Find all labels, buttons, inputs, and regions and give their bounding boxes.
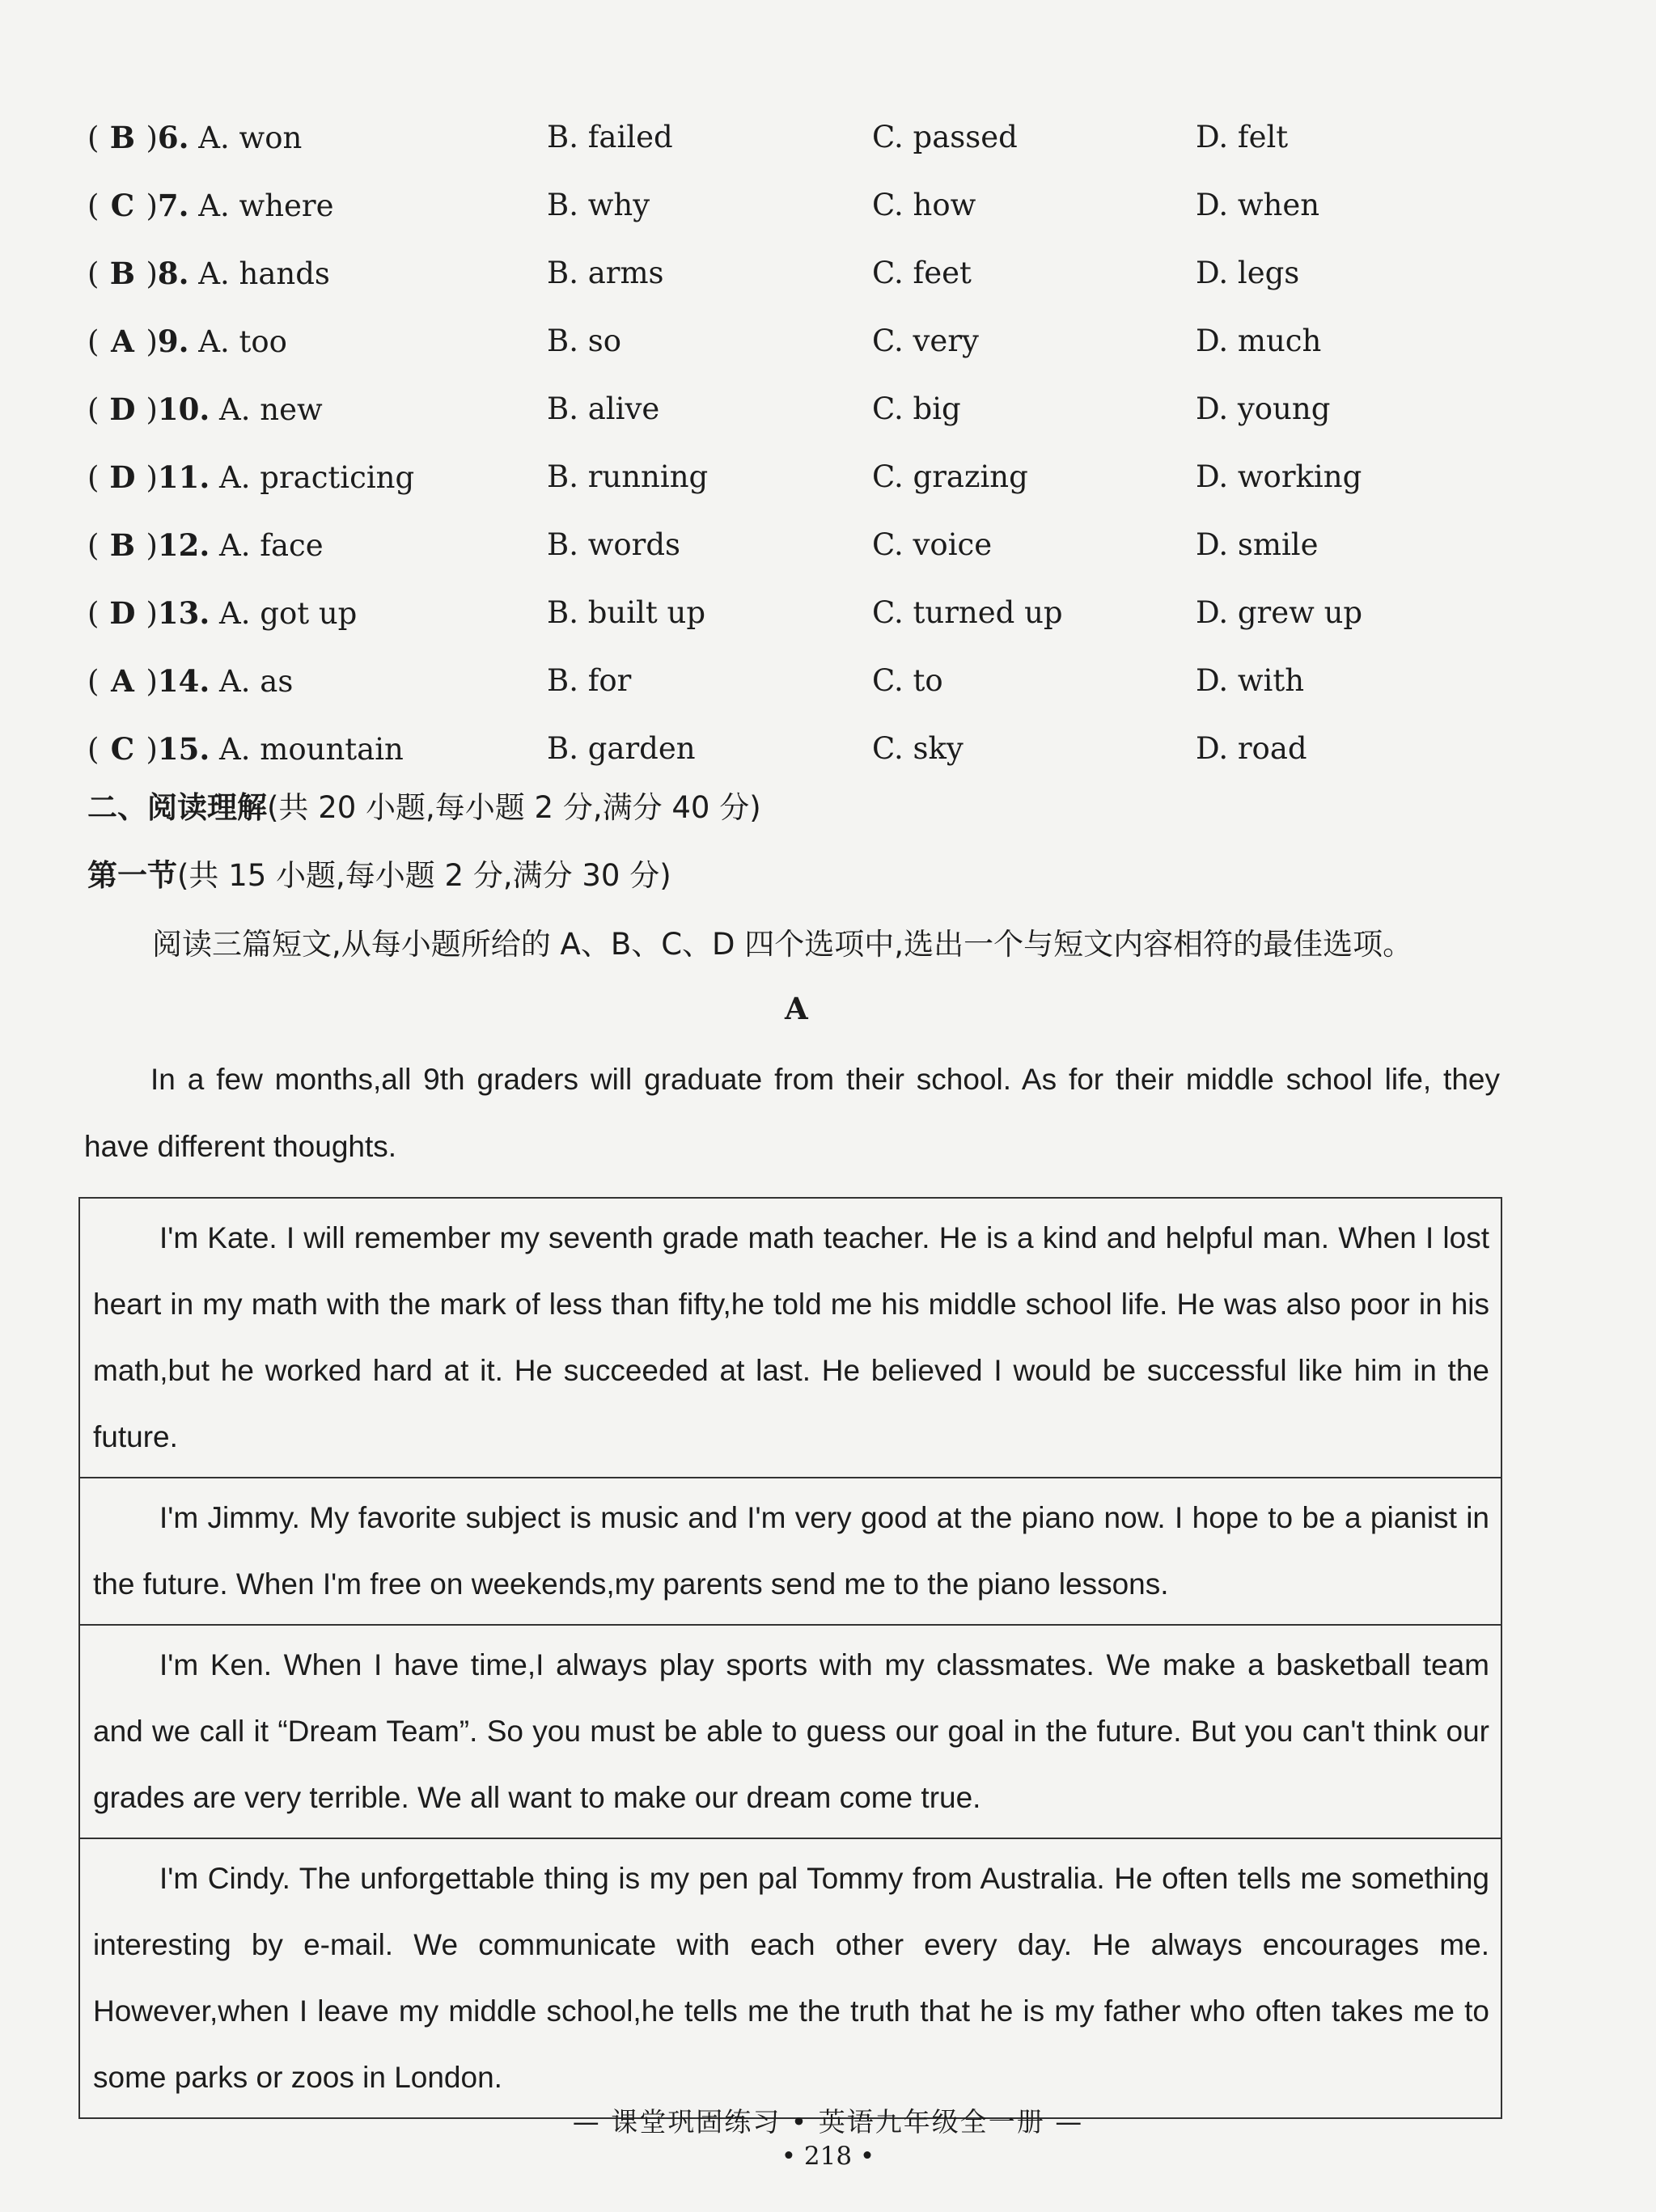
answer: D <box>109 391 136 427</box>
answer: B <box>109 527 136 563</box>
option-a: A. where <box>198 188 334 223</box>
option-b: B. garden <box>547 731 696 766</box>
question-number: 12. <box>157 527 210 563</box>
option-b: B. failed <box>547 120 673 154</box>
question-number: 15. <box>157 731 210 767</box>
question-number: 6. <box>157 120 189 155</box>
option-b: B. running <box>547 459 709 494</box>
option-a: A. won <box>198 121 303 155</box>
table-row <box>79 1478 1501 1625</box>
option-c: C. passed <box>872 120 1018 154</box>
option-c: C. turned up <box>872 595 1063 630</box>
table-row <box>79 1198 1501 1478</box>
table-row <box>79 1625 1501 1838</box>
option-d: D. smile <box>1196 527 1319 562</box>
question-row: ( C )15. A. mountain B. garden C. sky D. road <box>87 715 1544 783</box>
option-d: D. working <box>1196 459 1362 494</box>
page-number: • 218 • <box>781 2142 875 2171</box>
option-a: A. hands <box>198 256 330 291</box>
option-c: C. very <box>872 324 979 358</box>
question-row: ( D )11. A. practicing B. running C. grazing D. working <box>87 443 1544 511</box>
option-d: D. young <box>1196 391 1331 426</box>
option-c: C. how <box>872 188 976 222</box>
part-note: (共 20 小题,每小题 2 分,满分 40 分) <box>267 790 761 825</box>
option-d: D. with <box>1196 663 1305 698</box>
question-row: ( A )9. A. too B. so C. very D. much <box>87 307 1544 375</box>
option-a: A. face <box>219 528 324 563</box>
option-c: C. feet <box>872 256 972 290</box>
option-b: B. arms <box>547 256 664 290</box>
option-c: C. big <box>872 391 961 426</box>
part-title: 二、阅读理解 <box>87 790 267 825</box>
option-d: D. legs <box>1196 256 1300 290</box>
option-a: A. too <box>198 324 287 359</box>
question-row: ( D )13. A. got up B. built up C. turned up D. grew up <box>87 579 1544 647</box>
option-a: A. got up <box>219 596 358 631</box>
sub-note: (共 15 小题,每小题 2 分,满分 30 分) <box>177 858 671 893</box>
option-a: A. as <box>219 664 294 699</box>
option-b: B. so <box>547 324 621 358</box>
option-c: C. voice <box>872 527 993 562</box>
part-heading <box>87 783 761 827</box>
question-row: ( D )10. A. new B. alive C. big D. young <box>87 375 1544 443</box>
profile-ken: I'm Ken. When I have time,I always play sports with my classmates. We make a basketball team and we call it “Dream Team”. So you must be able to guess our goal in the future. But you can't think our grades are very terrible. We all want to make our dream come true. <box>79 1625 1501 1838</box>
student-profiles-table <box>78 1197 1502 2119</box>
question-row: ( B )12. A. face B. words C. voice D. smile <box>87 511 1544 579</box>
option-a: A. mountain <box>219 732 404 767</box>
table-row <box>79 1838 1501 2118</box>
answer: B <box>109 120 136 155</box>
cloze-choices <box>87 104 1544 783</box>
answer: D <box>109 459 136 495</box>
question-number: 14. <box>157 663 210 699</box>
profile-kate: I'm Kate. I will remember my seventh grade math teacher. He is a kind and helpful man. When I lost heart in my math with the mark of less than fifty,he told me his middle school life. He was also poor in his math,but he worked hard at it. He succeeded at last. He believed I would be successful like him in the future. <box>79 1198 1501 1478</box>
option-d: D. grew up <box>1196 595 1363 630</box>
passage-letter: A <box>785 991 808 1026</box>
option-d: D. felt <box>1196 120 1289 154</box>
question-row: ( B )6. A. won B. failed C. passed D. felt <box>87 104 1544 171</box>
sub-title: 第一节 <box>87 858 177 893</box>
question-row: ( A )14. A. as B. for C. to D. with <box>87 647 1544 715</box>
question-number: 11. <box>157 459 210 495</box>
option-c: C. to <box>872 663 943 698</box>
answer: C <box>110 731 135 767</box>
option-d: D. when <box>1196 188 1320 222</box>
sub-heading <box>87 851 671 895</box>
option-b: B. built up <box>547 595 706 630</box>
answer: A <box>111 663 134 699</box>
footer-title: — 课堂巩固练习 • 英语九年级全一册 — <box>572 2106 1084 2138</box>
option-c: C. grazing <box>872 459 1028 494</box>
option-a: A. new <box>219 392 323 427</box>
answer: D <box>109 595 136 631</box>
question-number: 9. <box>157 324 189 359</box>
question-number: 8. <box>157 256 189 291</box>
option-b: B. alive <box>547 391 660 426</box>
profile-cindy: I'm Cindy. The unforgettable thing is my pen pal Tommy from Australia. He often tells me something interesting by e-mail. We communicate with each other every day. He always encourages me. However,when I leave my middle school,he tells me the truth that he is my father who often takes me to some parks or zoos in London. <box>79 1838 1501 2118</box>
passage-intro: In a few months,all 9th graders will graduate from their school. As for their middle school life, they have different thoughts. <box>84 1063 1500 1163</box>
question-number: 10. <box>157 391 210 427</box>
option-d: D. road <box>1196 731 1307 766</box>
answer: C <box>110 188 135 223</box>
option-c: C. sky <box>872 731 964 766</box>
question-number: 13. <box>157 595 210 631</box>
question-row: ( B )8. A. hands B. arms C. feet D. legs <box>87 239 1544 307</box>
option-d: D. much <box>1196 324 1322 358</box>
option-b: B. words <box>547 527 681 562</box>
option-b: B. for <box>547 663 632 698</box>
profile-jimmy: I'm Jimmy. My favorite subject is music and I'm very good at the piano now. I hope to be a pianist in the future. When I'm free on weekends,my parents send me to the piano lessons. <box>79 1478 1501 1625</box>
option-b: B. why <box>547 188 650 222</box>
instruction: 阅读三篇短文,从每小题所给的 A、B、C、D 四个选项中,选出一个与短文内容相符的最佳选项。 <box>152 927 1413 962</box>
option-a: A. practicing <box>219 460 415 495</box>
answer: B <box>109 256 136 291</box>
answer: A <box>111 324 134 359</box>
question-number: 7. <box>157 188 189 223</box>
question-row: ( C )7. A. where B. why C. how D. when <box>87 171 1544 239</box>
